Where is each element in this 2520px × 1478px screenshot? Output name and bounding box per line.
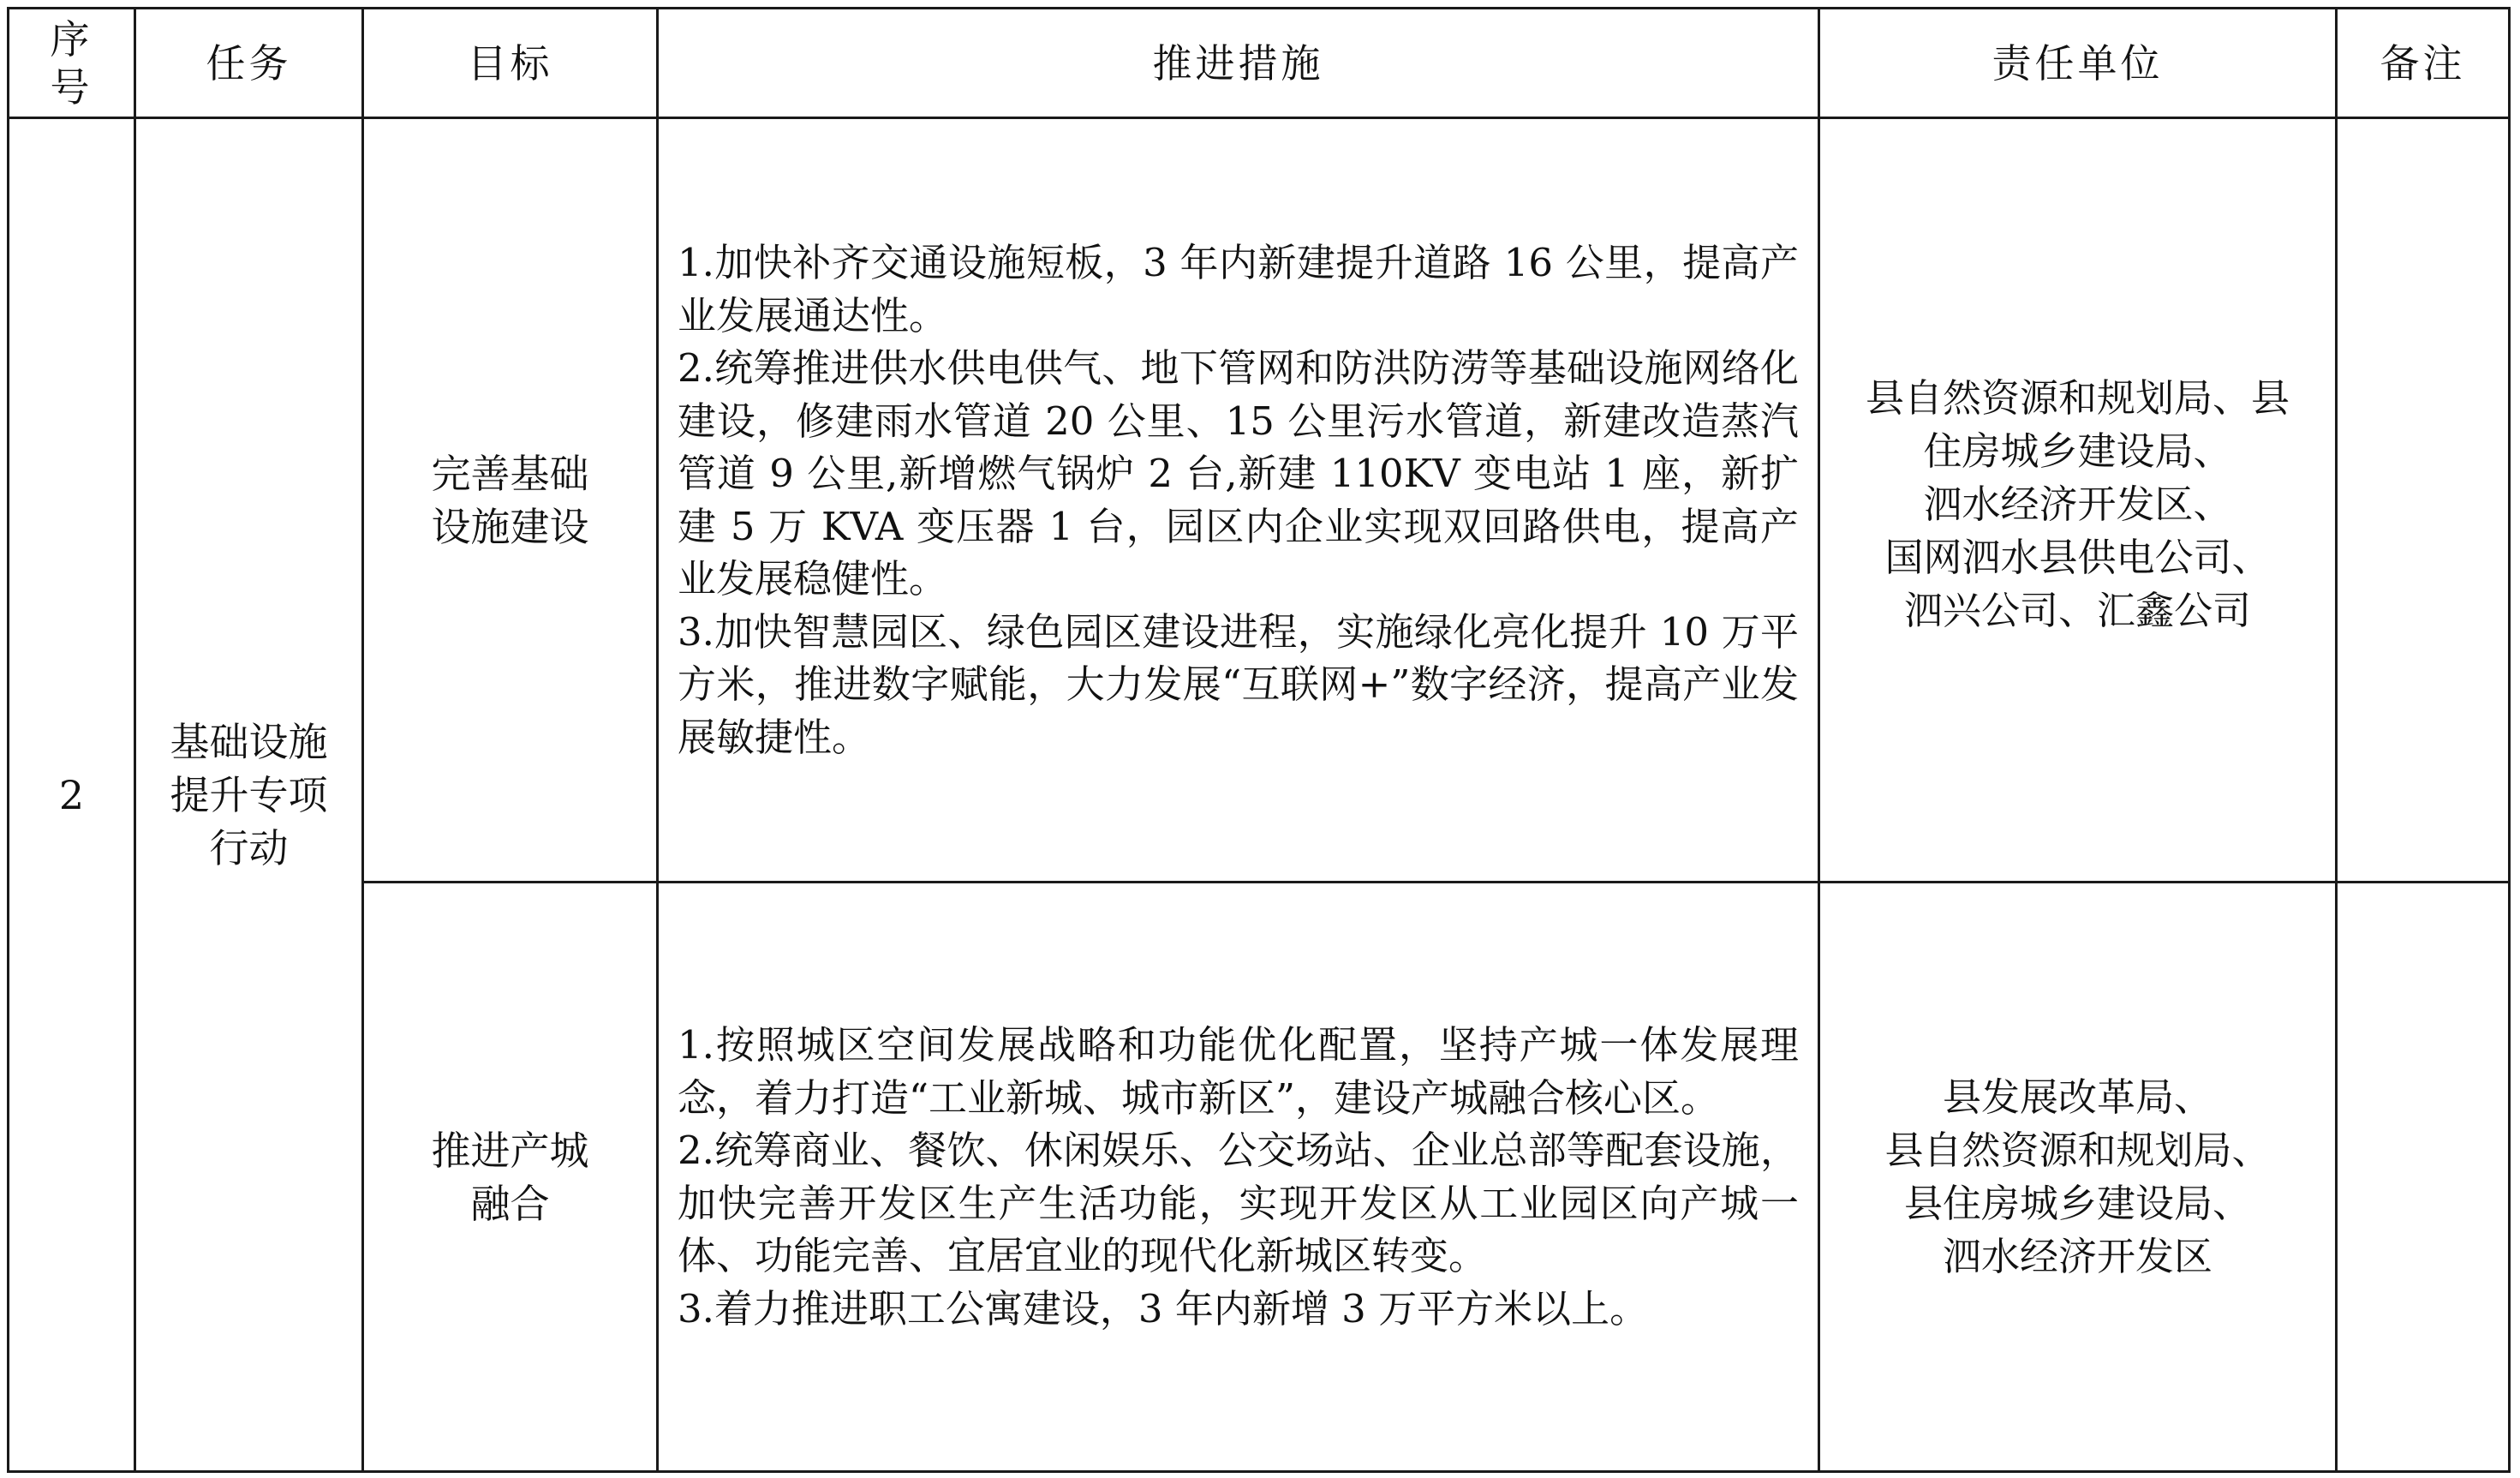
measure-item: 1.按照城区空间发展战略和功能优化配置，坚持产城一体发展理念，着力打造“工业新城、城市新区”，建设产城融合核心区。 [678,1022,1799,1121]
header-remarks: 备注 [2337,9,2510,118]
header-task: 任务 [135,9,363,118]
header-row [9,9,2510,118]
row-measures [658,883,1819,1472]
row-responsible [1819,118,2337,883]
task-line: 行动 [209,824,289,871]
goal-line: 设施建设 [431,503,589,550]
responsible-line: 泗水经济开发区 [1942,1233,2212,1279]
row-goal [363,883,658,1472]
header-responsible: 责任单位 [1819,9,2337,118]
header-seq-line1: 序 [50,15,93,63]
header-measures: 推进措施 [658,9,1819,118]
measure-item: 3.着力推进职工公寓建设，3 年内新增 3 万平方米以上。 [678,1285,1649,1331]
responsible-line: 县住房城乡建设局、 [1903,1180,2251,1226]
task-line: 提升专项 [170,771,328,818]
table-row [9,118,2510,883]
row-goal [363,118,658,883]
responsible-line: 泗兴公司、汇鑫公司 [1903,588,2251,633]
responsible-line: 住房城乡建设局、 [1923,428,2232,474]
measure-item: 3.加快智慧园区、绿色园区建设进程，实施绿化亮化提升 10 万平方米，推进数字赋能，大力发展“互联网+”数字经济，提高产业发展敏捷性。 [678,608,1799,760]
goal-line: 推进产城 [431,1127,589,1174]
responsible-line: 县发展改革局、 [1942,1074,2212,1120]
header-seq-line2: 号 [50,63,93,111]
row-measures [658,118,1819,883]
header-goal: 目标 [363,9,658,118]
responsible-line: 泗水经济开发区、 [1923,482,2232,527]
task-line: 基础设施 [170,718,328,765]
measure-item: 1.加快补齐交通设施短板，3 年内新建提升道路 16 公里，提高产业发展通达性。 [678,240,1799,338]
table-row [9,883,2510,1472]
row-seq: 2 [9,118,135,1472]
row-responsible [1819,883,2337,1472]
responsible-line: 县自然资源和规划局、 [1884,1127,2271,1173]
row-task [135,118,363,1472]
row-remarks [2337,883,2510,1472]
header-seq [9,9,135,118]
goal-line: 融合 [470,1180,550,1227]
measure-item: 2.统筹商业、餐饮、休闲娱乐、公交场站、企业总部等配套设施，加快完善开发区生产生活功能，实现开发区从工业园区向产城一体、功能完善、宜居宜业的现代化新城区转变。 [678,1128,1799,1278]
responsible-line: 县自然资源和规划局、县 [1865,375,2290,421]
row-remarks [2337,118,2510,883]
responsible-line: 国网泗水县供电公司、 [1884,535,2271,580]
task-table [7,7,2511,1473]
measure-item: 2.统筹推进供水供电供气、地下管网和防洪防涝等基础设施网络化建设，修建雨水管道 20 公里、15 公里污水管道，新建改造蒸汽管道 9 公里,新增燃气锅炉 2 台,新建 110KV 变电站 1 座，新扩建 5 万 KVA 变压器 1 台，园区内企业实现双回路供电，提高产业发展稳健性。 [678,345,1799,601]
goal-line: 完善基础 [431,450,589,497]
